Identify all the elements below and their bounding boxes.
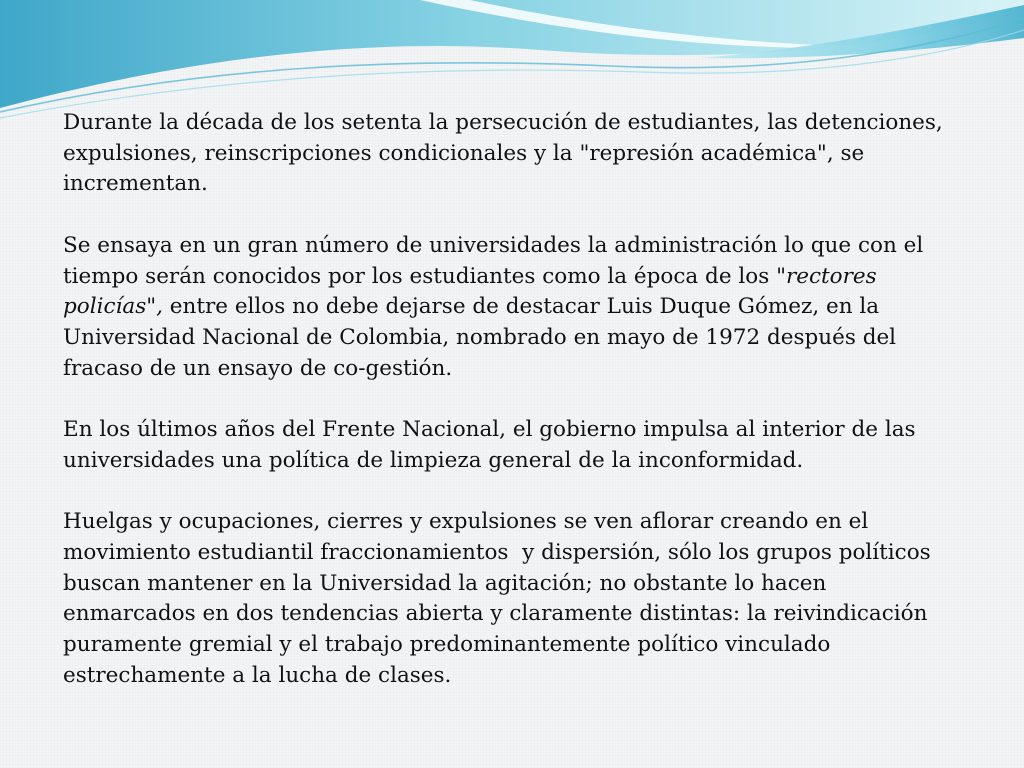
paragraph-1-line-3: incrementan. <box>63 171 208 197</box>
paragraph-3-line-1: En los últimos años del Frente Nacional, el gobierno impulsa al interior de las <box>63 417 916 442</box>
paragraph-1-line-2: expulsiones, reinscripciones condicionales y la "represión académica", se <box>63 140 865 166</box>
paragraph-4-line-1: Huelgas y ocupaciones, cierres y expulsiones se ven aflorar creando en el <box>63 509 869 535</box>
paragraph-4-line-6: estrechamente a la lucha de clases. <box>63 662 452 688</box>
paragraph-2-line-5: fracaso de un ensayo de co-gestión. <box>63 355 453 381</box>
paragraph-4 <box>63 507 963 691</box>
paragraph-1-line-1: Durante la década de los setenta la persecución de estudiantes, las detenciones, <box>63 110 943 135</box>
slide-body-text <box>63 108 963 691</box>
paragraph-4-line-5: puramente gremial y el trabajo predominantemente político vinculado <box>63 631 831 657</box>
paragraph-3 <box>63 415 963 476</box>
paragraph-2-line-2 <box>63 262 963 293</box>
paragraph-2-italic-quote-end: policías", <box>63 294 163 320</box>
paragraph-3-line-2: universidades una política de limpieza general de la inconformidad. <box>63 447 804 473</box>
paragraph-2-line-1: Se ensaya en un gran número de universidades la administración lo que con el <box>63 232 924 258</box>
paragraph-2-line-4: Universidad Nacional de Colombia, nombrado en mayo de 1972 después del <box>63 324 897 350</box>
paragraph-4-line-2: movimiento estudiantil fraccionamientos y dispersión, sólo los grupos políticos <box>63 539 931 565</box>
paragraph-2 <box>63 231 963 385</box>
paragraph-2-line-2-text: tiempo serán conocidos por los estudiantes como la época de los <box>63 263 777 289</box>
paragraph-2-line-3-text: entre ellos no debe dejarse de destacar Luis Duque Gómez, en la <box>162 294 880 320</box>
paragraph-2-line-3 <box>63 292 963 323</box>
paragraph-4-line-4: enmarcados en dos tendencias abierta y claramente distintas: la reivindicación <box>63 601 928 627</box>
paragraph-4-line-3: buscan mantener en la Universidad la agitación; no obstante lo hacen <box>63 570 827 596</box>
paragraph-2-italic-quote-start: "rectores <box>776 263 877 289</box>
paragraph-1 <box>63 108 963 200</box>
